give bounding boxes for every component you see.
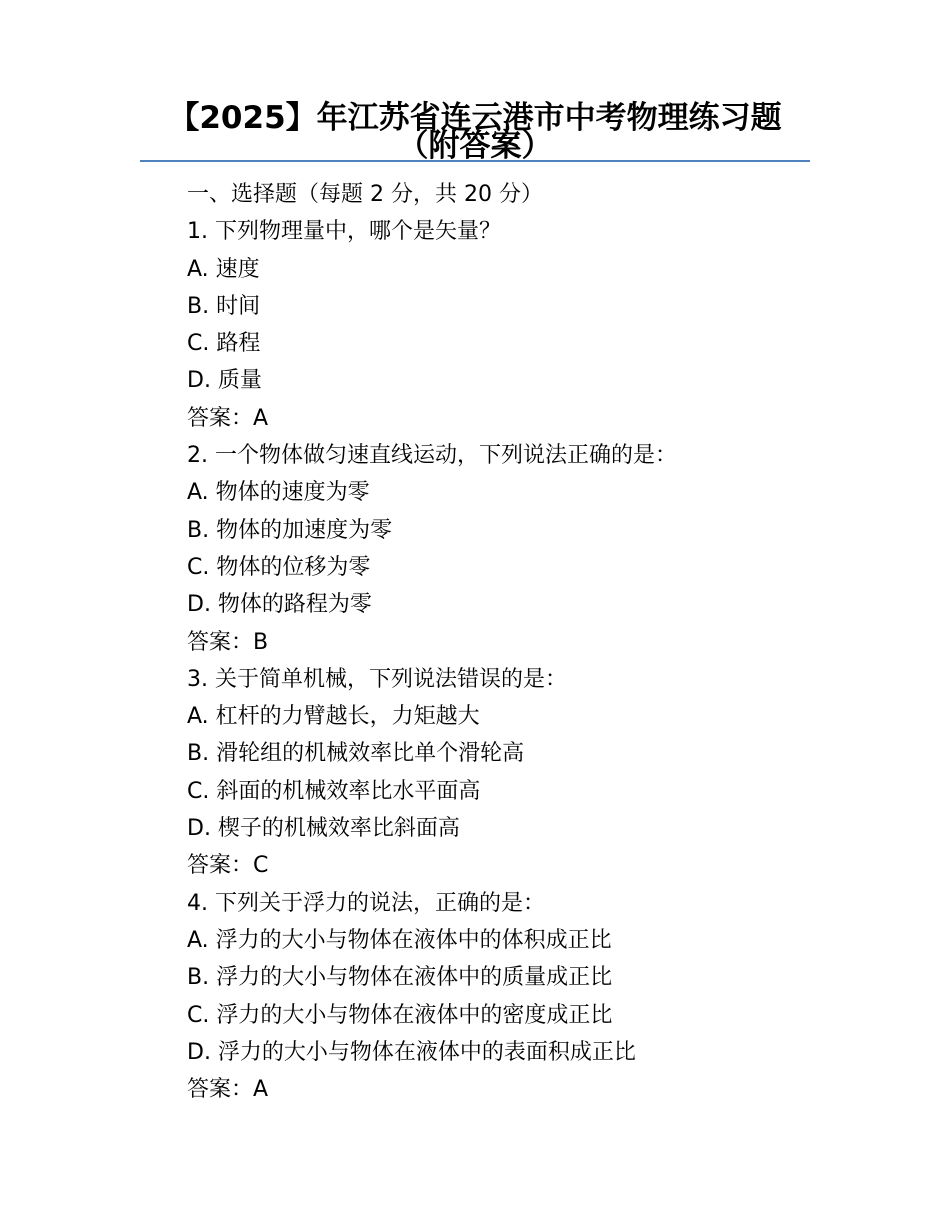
question-4-answer: 答案：A: [187, 1077, 269, 1103]
question-1-text: 1. 下列物理量中，哪个是矢量？: [187, 219, 501, 245]
question-3-option-b: B. 滑轮组的机械效率比单个滑轮高: [187, 741, 525, 767]
question-3-option-a: A. 杠杆的力臂越长，力矩越大: [187, 704, 480, 730]
question-1-answer: 答案：A: [187, 405, 269, 431]
question-1-option-a: A. 速度: [187, 256, 260, 282]
question-4-option-d: D. 浮力的大小与物体在液体中的表面积成正比: [187, 1039, 636, 1065]
question-1-option-c: C. 路程: [187, 331, 261, 357]
question-2-option-d: D. 物体的路程为零: [187, 592, 372, 618]
section-heading: 一、选择题（每题 2 分，共 20 分）: [187, 182, 543, 207]
title-underline: [140, 160, 810, 162]
question-2-option-b: B. 物体的加速度为零: [187, 517, 393, 543]
question-2-option-a: A. 物体的速度为零: [187, 480, 370, 506]
document-title: 【2025】年江苏省连云港市中考物理练习题（附答案）: [168, 100, 782, 164]
question-2-text: 2. 一个物体做匀速直线运动，下列说法正确的是：: [187, 443, 677, 469]
question-3-text: 3. 关于简单机械，下列说法错误的是：: [187, 666, 567, 692]
question-3-answer: 答案：C: [187, 853, 269, 879]
question-2-option-c: C. 物体的位移为零: [187, 554, 371, 580]
question-4-text: 4. 下列关于浮力的说法，正确的是：: [187, 890, 545, 916]
question-2-answer: 答案：B: [187, 629, 269, 655]
question-4-option-c: C. 浮力的大小与物体在液体中的密度成正比: [187, 1002, 613, 1028]
question-3-option-c: C. 斜面的机械效率比水平面高: [187, 778, 481, 804]
question-4-option-a: A. 浮力的大小与物体在液体中的体积成正比: [187, 927, 612, 953]
question-1-option-b: B. 时间: [187, 293, 261, 319]
document-body: [187, 176, 867, 1108]
question-4-option-b: B. 浮力的大小与物体在液体中的质量成正比: [187, 965, 613, 991]
question-3-option-d: D. 楔子的机械效率比斜面高: [187, 816, 460, 842]
question-1-option-d: D. 质量: [187, 368, 262, 394]
